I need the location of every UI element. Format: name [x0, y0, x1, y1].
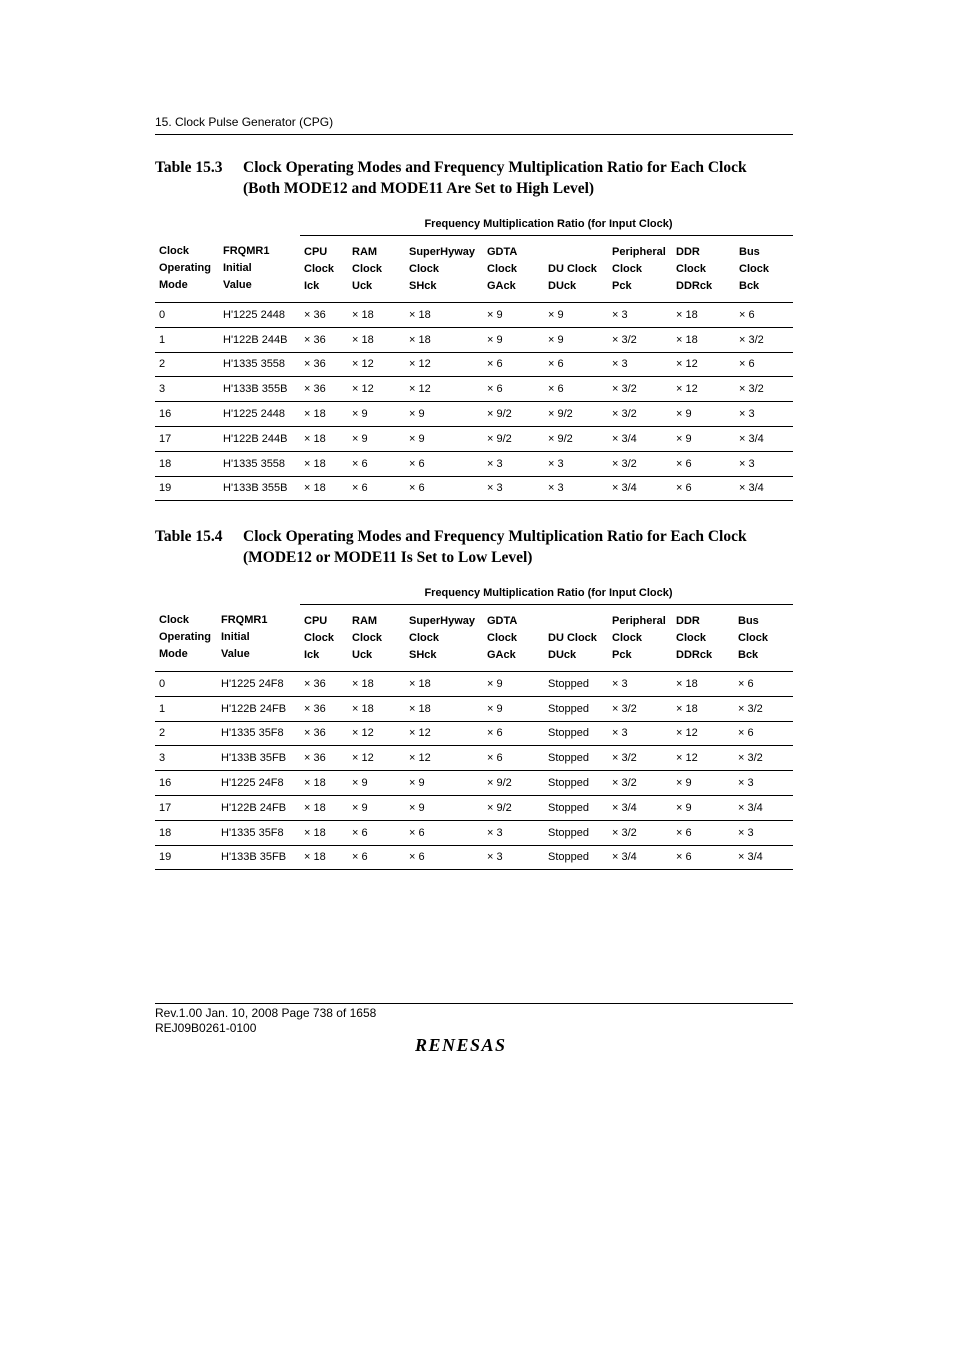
table-cell: × 6: [734, 672, 793, 697]
table-cell: × 3/2: [608, 746, 672, 771]
table-cell: × 9: [672, 402, 735, 427]
column-header-line: CPU: [304, 614, 328, 627]
table-cell: × 9: [483, 672, 544, 697]
table-title-line1: Clock Operating Modes and Frequency Multiplication Ratio for Each Clock: [243, 528, 747, 545]
table-number: Table 15.4: [155, 528, 223, 545]
table-cell: × 3/4: [734, 795, 793, 820]
clock-ratio-table-high: [155, 212, 793, 501]
table-cell: × 3/2: [608, 402, 672, 427]
table-row: [155, 746, 793, 771]
table-cell: × 6: [544, 352, 608, 377]
column-header-line: SuperHyway: [409, 245, 476, 258]
table-cell: × 6: [672, 845, 734, 870]
table-cell: × 9: [672, 426, 735, 451]
column-header-line: Clock: [739, 262, 769, 275]
table-cell: × 3/4: [608, 426, 672, 451]
table-cell: H'1225 24F8: [217, 771, 300, 796]
column-header: [300, 236, 348, 303]
column-header-line: Clock: [676, 631, 706, 644]
section-title: 15. Clock Pulse Generator (CPG): [155, 115, 334, 129]
revision-info: Rev.1.00 Jan. 10, 2008 Page 738 of 1658: [155, 1006, 377, 1020]
table-cell: × 6: [672, 476, 735, 501]
table-cell: × 3: [483, 820, 544, 845]
table-cell: × 9/2: [544, 402, 608, 427]
column-header-line: Clock: [304, 262, 334, 275]
table-cell: H'1335 35F8: [217, 820, 300, 845]
column-header-line: FRQMR1: [221, 614, 268, 627]
table-cell: Stopped: [544, 746, 608, 771]
column-header-line: RAM: [352, 245, 378, 258]
table-cell: 3: [155, 377, 219, 402]
table-cell: H'122B 24FB: [217, 696, 300, 721]
table-cell: × 3: [483, 451, 544, 476]
table-title-line1: Clock Operating Modes and Frequency Multiplication Ratio for Each Clock: [243, 159, 747, 176]
table-cell: Stopped: [544, 795, 608, 820]
column-header-line: Clock: [159, 614, 189, 627]
table-cell: × 9/2: [483, 426, 544, 451]
table-cell: × 12: [672, 352, 735, 377]
column-header-line: Mode: [159, 648, 188, 661]
table-cell: × 12: [672, 721, 734, 746]
table-cell: × 6: [483, 377, 544, 402]
column-header-line: Initial: [221, 631, 250, 644]
table-row: [155, 696, 793, 721]
table-cell: × 3/4: [735, 426, 793, 451]
table-cell: × 9: [672, 795, 734, 820]
column-header: [544, 605, 608, 672]
table-cell: × 9: [405, 795, 483, 820]
table-title-line2: (MODE12 or MODE11 Is Set to Low Level): [243, 549, 533, 566]
table-cell: × 9: [544, 327, 608, 352]
column-header-line: Bck: [738, 648, 759, 661]
table-cell: 16: [155, 771, 217, 796]
table-cell: × 3/4: [608, 845, 672, 870]
table-cell: 2: [155, 352, 219, 377]
table-cell: × 12: [405, 377, 483, 402]
table-row: [155, 795, 793, 820]
clock-ratio-table-low: [155, 581, 793, 870]
column-header-line: FRQMR1: [223, 245, 270, 258]
table-cell: × 18: [300, 820, 348, 845]
page-header: [155, 115, 793, 135]
column-header: [348, 236, 405, 303]
table-cell: × 3/4: [608, 476, 672, 501]
table-cell: × 3: [734, 771, 793, 796]
table-cell: × 3/2: [735, 377, 793, 402]
table-cell: × 6: [672, 820, 734, 845]
table-cell: H'133B 35FB: [217, 746, 300, 771]
table-cell: × 12: [672, 377, 735, 402]
table-cell: × 3/2: [735, 327, 793, 352]
table-cell: H'122B 24FB: [217, 795, 300, 820]
table-cell: × 18: [348, 672, 405, 697]
table-cell: × 18: [405, 303, 483, 328]
table-title-line2: (Both MODE12 and MODE11 Are Set to High Level): [243, 180, 595, 197]
column-header: [735, 236, 793, 303]
table-cell: × 18: [300, 451, 348, 476]
table-row: [155, 352, 793, 377]
column-header-line: DDRck: [676, 648, 713, 661]
table-cell: × 36: [300, 377, 348, 402]
table-cell: × 3: [735, 451, 793, 476]
table-cell: × 18: [300, 771, 348, 796]
column-header-line: Clock: [352, 262, 382, 275]
column-header-line: Pck: [612, 279, 632, 292]
table-cell: × 9/2: [483, 795, 544, 820]
table-cell: Stopped: [544, 845, 608, 870]
column-header: [405, 236, 483, 303]
table-cell: 3: [155, 746, 217, 771]
table-cell: × 6: [348, 451, 405, 476]
table-row: [155, 845, 793, 870]
table-cell: × 18: [300, 795, 348, 820]
table-cell: × 18: [672, 327, 735, 352]
table-cell: × 3/2: [608, 771, 672, 796]
column-header-row: [155, 605, 793, 672]
table-cell: H'1225 2448: [219, 402, 300, 427]
freq-header-row: [155, 212, 793, 236]
column-header-line: Value: [223, 279, 252, 292]
table-cell: × 9: [348, 402, 405, 427]
freq-ratio-header: Frequency Multiplication Ratio (for Input Clock): [300, 212, 793, 236]
column-header: [483, 605, 544, 672]
table-cell: 0: [155, 303, 219, 328]
table-cell: × 9: [405, 402, 483, 427]
column-header-line: SHck: [409, 648, 437, 661]
column-header-line: DDR: [676, 614, 700, 627]
table-cell: × 3: [735, 402, 793, 427]
table-cell: × 9: [483, 303, 544, 328]
column-header-line: Clock: [352, 631, 382, 644]
table-cell: × 18: [405, 672, 483, 697]
table-cell: × 9: [672, 771, 734, 796]
table-cell: × 3: [608, 303, 672, 328]
table-cell: 17: [155, 795, 217, 820]
table-cell: H'122B 244B: [219, 426, 300, 451]
column-header: [608, 605, 672, 672]
table-cell: H'1335 3558: [219, 451, 300, 476]
table-cell: × 6: [348, 476, 405, 501]
table-cell: × 3: [483, 845, 544, 870]
column-header-line: Ick: [304, 648, 320, 661]
table-cell: × 6: [735, 303, 793, 328]
table-cell: × 9/2: [483, 402, 544, 427]
table-cell: × 12: [405, 746, 483, 771]
table-cell: × 18: [405, 696, 483, 721]
column-header-line: Uck: [352, 648, 373, 661]
column-header-line: Clock: [612, 262, 642, 275]
table-cell: × 3: [608, 352, 672, 377]
table-cell: × 18: [300, 402, 348, 427]
table-cell: × 36: [300, 746, 348, 771]
table-cell: Stopped: [544, 820, 608, 845]
table-cell: × 18: [672, 303, 735, 328]
column-header-line: DDRck: [676, 279, 713, 292]
table-row: [155, 672, 793, 697]
table-cell: 2: [155, 721, 217, 746]
table-row: [155, 426, 793, 451]
table-row: [155, 377, 793, 402]
table-row: [155, 771, 793, 796]
table-cell: × 3/4: [608, 795, 672, 820]
table-cell: × 6: [405, 820, 483, 845]
table-row: [155, 476, 793, 501]
column-header-line: Peripheral: [612, 614, 666, 627]
column-header-line: DDR: [676, 245, 700, 258]
column-header-line: DUck: [548, 648, 577, 661]
table-cell: H'1225 24F8: [217, 672, 300, 697]
column-header: [219, 236, 300, 303]
column-header-line: GDTA: [487, 245, 518, 258]
column-header-line: Bus: [739, 245, 760, 258]
column-header-line: Bus: [738, 614, 759, 627]
column-header-line: Initial: [223, 262, 252, 275]
table-cell: × 12: [348, 352, 405, 377]
table-cell: × 12: [348, 377, 405, 402]
table-cell: H'1335 3558: [219, 352, 300, 377]
column-header-line: Clock: [738, 631, 768, 644]
column-header-line: Peripheral: [612, 245, 666, 258]
column-header-line: Clock: [487, 262, 517, 275]
table-title: [243, 157, 803, 199]
table-cell: × 6: [348, 845, 405, 870]
table-cell: × 6: [483, 352, 544, 377]
table-cell: 18: [155, 451, 219, 476]
table-row: [155, 820, 793, 845]
table-cell: H'1335 35F8: [217, 721, 300, 746]
freq-ratio-header: Frequency Multiplication Ratio (for Input Clock): [300, 581, 793, 605]
table-cell: × 36: [300, 303, 348, 328]
table-cell: × 9/2: [483, 771, 544, 796]
table-cell: × 9/2: [544, 426, 608, 451]
table-cell: × 3/2: [608, 377, 672, 402]
column-header-line: Uck: [352, 279, 373, 292]
table-cell: × 6: [734, 721, 793, 746]
column-header-line: Clock: [612, 631, 642, 644]
table-cell: × 9: [348, 426, 405, 451]
column-header-line: DU Clock: [548, 262, 597, 275]
table-cell: × 9: [348, 795, 405, 820]
table-cell: × 3: [608, 721, 672, 746]
table-cell: × 36: [300, 672, 348, 697]
column-header-line: DU Clock: [548, 631, 597, 644]
column-header-line: RAM: [352, 614, 378, 627]
table-cell: × 3/4: [735, 476, 793, 501]
table-cell: 0: [155, 672, 217, 697]
column-header-line: Bck: [739, 279, 760, 292]
table-cell: × 6: [735, 352, 793, 377]
table-cell: × 3/2: [608, 696, 672, 721]
table-cell: × 12: [405, 721, 483, 746]
table-cell: × 36: [300, 696, 348, 721]
table-cell: Stopped: [544, 771, 608, 796]
column-header-line: Clock: [159, 245, 189, 258]
table-cell: × 6: [672, 451, 735, 476]
table-cell: Stopped: [544, 696, 608, 721]
table-cell: × 18: [348, 696, 405, 721]
document-number: REJ09B0261-0100: [155, 1021, 257, 1035]
table-cell: H'133B 355B: [219, 377, 300, 402]
column-header-line: CPU: [304, 245, 328, 258]
table-cell: × 9: [544, 303, 608, 328]
column-header-line: Clock: [409, 262, 439, 275]
column-header: [483, 236, 544, 303]
column-header: [544, 236, 608, 303]
table-row: [155, 721, 793, 746]
column-header-line: Mode: [159, 279, 188, 292]
table-number: Table 15.3: [155, 159, 223, 176]
table-cell: × 3/2: [608, 451, 672, 476]
column-header-line: Clock: [487, 631, 517, 644]
table-cell: 1: [155, 327, 219, 352]
table-cell: × 3/2: [734, 696, 793, 721]
table-cell: × 9: [405, 426, 483, 451]
empty-header-cell: [155, 212, 300, 236]
table-cell: × 18: [300, 845, 348, 870]
table-cell: × 6: [348, 820, 405, 845]
table-cell: × 3: [734, 820, 793, 845]
column-header: [734, 605, 793, 672]
table-cell: × 6: [483, 721, 544, 746]
table-cell: H'133B 35FB: [217, 845, 300, 870]
table-cell: × 12: [348, 746, 405, 771]
table-cell: × 18: [348, 327, 405, 352]
table-cell: × 12: [348, 721, 405, 746]
column-header-line: Clock: [676, 262, 706, 275]
renesas-logo: [414, 1034, 532, 1056]
table-cell: × 3: [544, 476, 608, 501]
table-cell: × 3/2: [734, 746, 793, 771]
table-row: [155, 327, 793, 352]
empty-header-cell: [155, 581, 300, 605]
column-header-line: Ick: [304, 279, 320, 292]
table-cell: Stopped: [544, 672, 608, 697]
column-header-line: Clock: [409, 631, 439, 644]
table-title: [243, 526, 803, 568]
table-cell: 19: [155, 845, 217, 870]
table-cell: × 18: [300, 426, 348, 451]
column-header-row: [155, 236, 793, 303]
column-header-line: Operating: [159, 262, 211, 275]
table-row: [155, 303, 793, 328]
table-cell: × 12: [405, 352, 483, 377]
column-header-line: GAck: [487, 279, 516, 292]
table-cell: H'1225 2448: [219, 303, 300, 328]
freq-header-row: [155, 581, 793, 605]
column-header-line: DUck: [548, 279, 577, 292]
table-cell: × 6: [405, 451, 483, 476]
column-header-line: Value: [221, 648, 250, 661]
column-header-line: GDTA: [487, 614, 518, 627]
column-header: [672, 605, 734, 672]
column-header-line: Pck: [612, 648, 632, 661]
table-cell: × 12: [672, 746, 734, 771]
column-header: [300, 605, 348, 672]
column-header: [672, 236, 735, 303]
table-cell: × 6: [483, 746, 544, 771]
table-cell: × 9: [483, 696, 544, 721]
column-header: [155, 236, 219, 303]
table-cell: × 3: [483, 476, 544, 501]
table-cell: × 3/4: [734, 845, 793, 870]
table-cell: × 36: [300, 327, 348, 352]
table-cell: × 18: [672, 696, 734, 721]
table-cell: 16: [155, 402, 219, 427]
column-header: [217, 605, 300, 672]
column-header: [608, 236, 672, 303]
table-row: [155, 451, 793, 476]
table-cell: × 9: [483, 327, 544, 352]
table-cell: 19: [155, 476, 219, 501]
table-cell: × 3/2: [608, 820, 672, 845]
table-cell: 1: [155, 696, 217, 721]
table-cell: Stopped: [544, 721, 608, 746]
renesas-logo-text: RENESAS: [415, 1035, 507, 1055]
column-header: [405, 605, 483, 672]
table-cell: × 18: [348, 303, 405, 328]
table-cell: × 9: [348, 771, 405, 796]
page-footer: [155, 1003, 793, 1036]
table-cell: × 3/2: [608, 327, 672, 352]
column-header: [155, 605, 217, 672]
table-cell: × 36: [300, 352, 348, 377]
table-cell: × 3: [544, 451, 608, 476]
table-cell: × 3: [608, 672, 672, 697]
column-header-line: GAck: [487, 648, 516, 661]
column-header-line: SuperHyway: [409, 614, 476, 627]
table-cell: × 6: [544, 377, 608, 402]
column-header-line: Operating: [159, 631, 211, 644]
table-cell: × 18: [300, 476, 348, 501]
table-cell: × 18: [405, 327, 483, 352]
table-cell: H'133B 355B: [219, 476, 300, 501]
table-cell: × 9: [405, 771, 483, 796]
table-row: [155, 402, 793, 427]
column-header-line: SHck: [409, 279, 437, 292]
column-header-line: Clock: [304, 631, 334, 644]
table-cell: 18: [155, 820, 217, 845]
table-cell: 17: [155, 426, 219, 451]
table-cell: H'122B 244B: [219, 327, 300, 352]
column-header: [348, 605, 405, 672]
table-cell: × 6: [405, 845, 483, 870]
table-cell: × 6: [405, 476, 483, 501]
table-cell: × 36: [300, 721, 348, 746]
table-cell: × 18: [672, 672, 734, 697]
